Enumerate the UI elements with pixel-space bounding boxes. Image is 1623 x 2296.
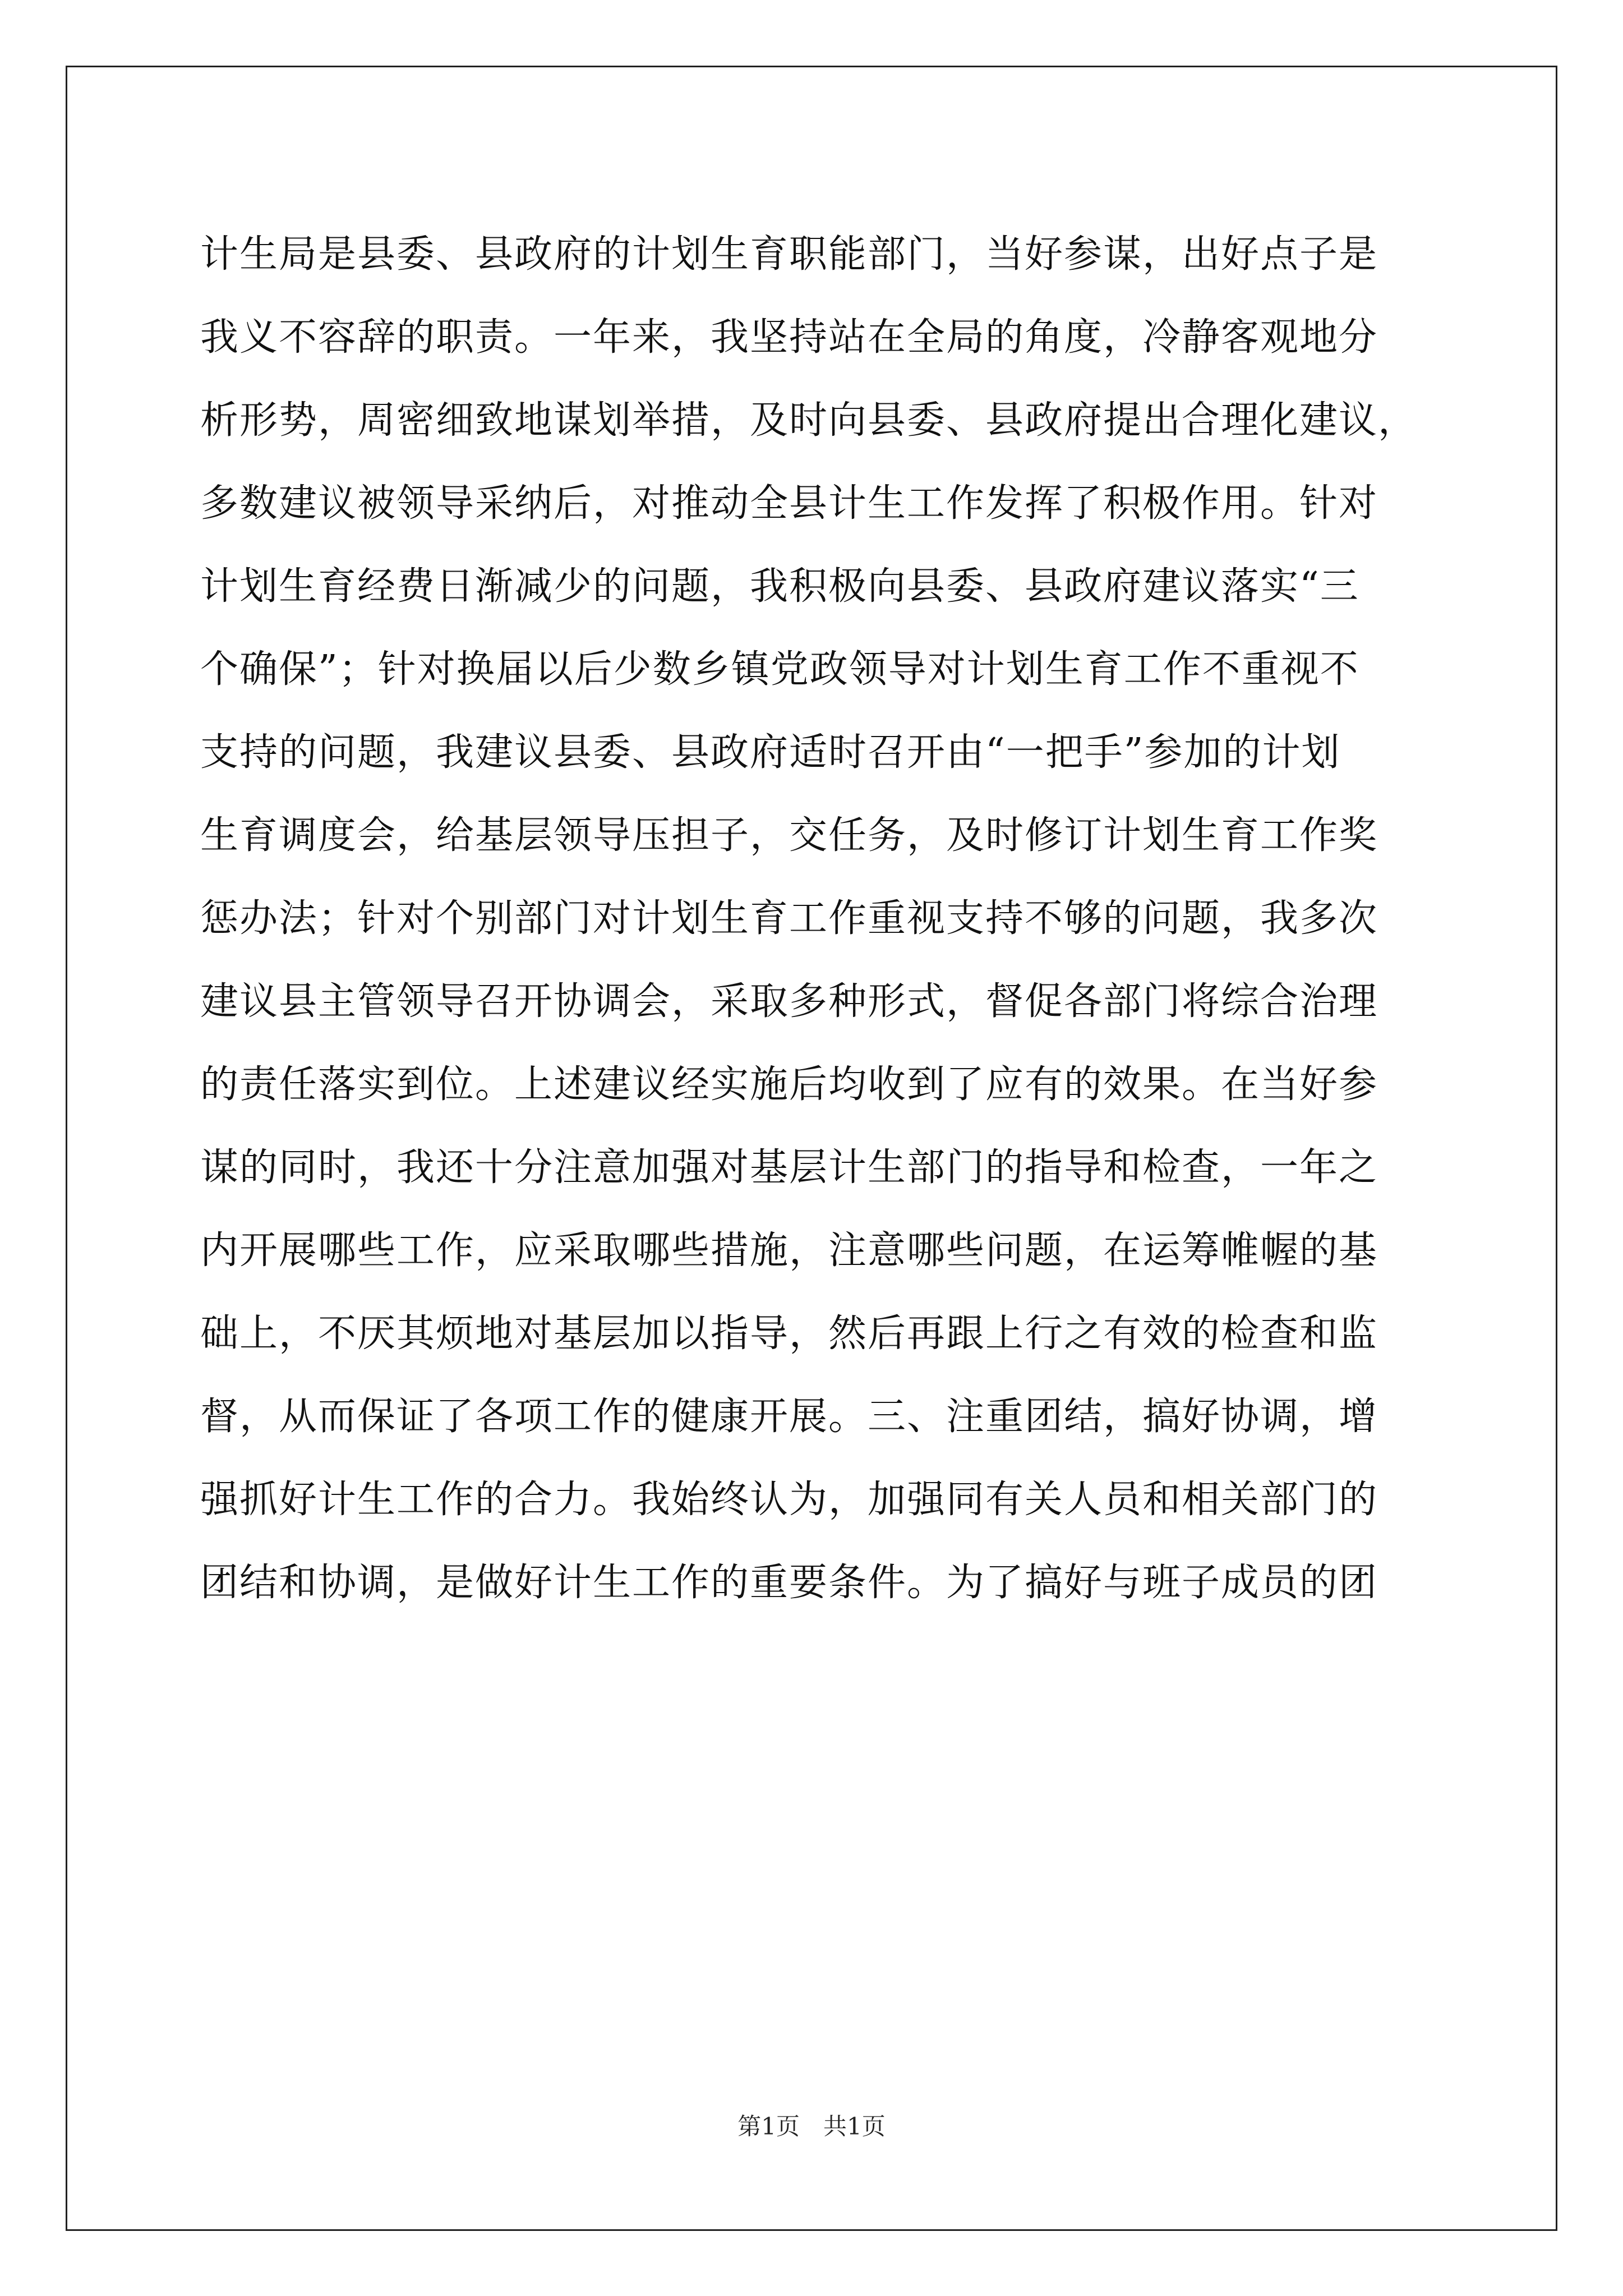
text-line: 的责任落实到位。上述建议经实施后均收到了应有的效果。在当好参 bbox=[200, 1062, 1378, 1107]
page-number-label: 第1页 共1页 bbox=[737, 2113, 886, 2140]
text-line: 个确保”；针对换届以后少数乡镇党政领导对计划生育工作不重视不 bbox=[200, 647, 1359, 692]
text-line: 团结和协调，是做好计生工作的重要条件。为了搞好与班子成员的团 bbox=[200, 1561, 1378, 1605]
text-line: 支持的问题，我建议县委、县政府适时召开由“一把手”参加的计划 bbox=[200, 730, 1341, 775]
text-line: 强抓好计生工作的合力。我始终认为，加强同有关人员和相关部门的 bbox=[200, 1478, 1378, 1522]
text-line: 生育调度会，给基层领导压担子，交任务，及时修订计划生育工作奖 bbox=[200, 813, 1378, 858]
text-line: 建议县主管领导召开协调会，采取多种形式，督促各部门将综合治理 bbox=[200, 979, 1378, 1024]
text-line: 督，从而保证了各项工作的健康开展。三、注重团结，搞好协调，增 bbox=[200, 1395, 1378, 1439]
text-line: 内开展哪些工作，应采取哪些措施，注意哪些问题，在运筹帷幄的基 bbox=[200, 1228, 1378, 1273]
text-line: 析形势，周密细致地谋划举措，及时向县委、县政府提出合理化建议， bbox=[200, 398, 1418, 443]
text-line: 础上，不厌其烦地对基层加以指导，然后再跟上行之有效的检查和监 bbox=[200, 1312, 1378, 1356]
text-line: 惩办法；针对个别部门对计划生育工作重视支持不够的问题，我多次 bbox=[200, 896, 1378, 941]
text-line: 多数建议被领导采纳后，对推动全县计生工作发挥了积极作用。针对 bbox=[200, 481, 1378, 526]
page-footer bbox=[0, 2108, 1623, 2142]
text-line: 计生局是县委、县政府的计划生育职能部门，当好参谋，出好点子是 bbox=[200, 232, 1378, 277]
text-line: 谋的同时，我还十分注意加强对基层计生部门的指导和检查，一年之 bbox=[200, 1145, 1378, 1190]
text-line: 计划生育经费日渐减少的问题，我积极向县委、县政府建议落实“三 bbox=[200, 564, 1359, 609]
text-line: 我义不容辞的职责。一年来，我坚持站在全局的角度，冷静客观地分 bbox=[200, 315, 1378, 360]
document-body bbox=[200, 213, 1434, 1625]
